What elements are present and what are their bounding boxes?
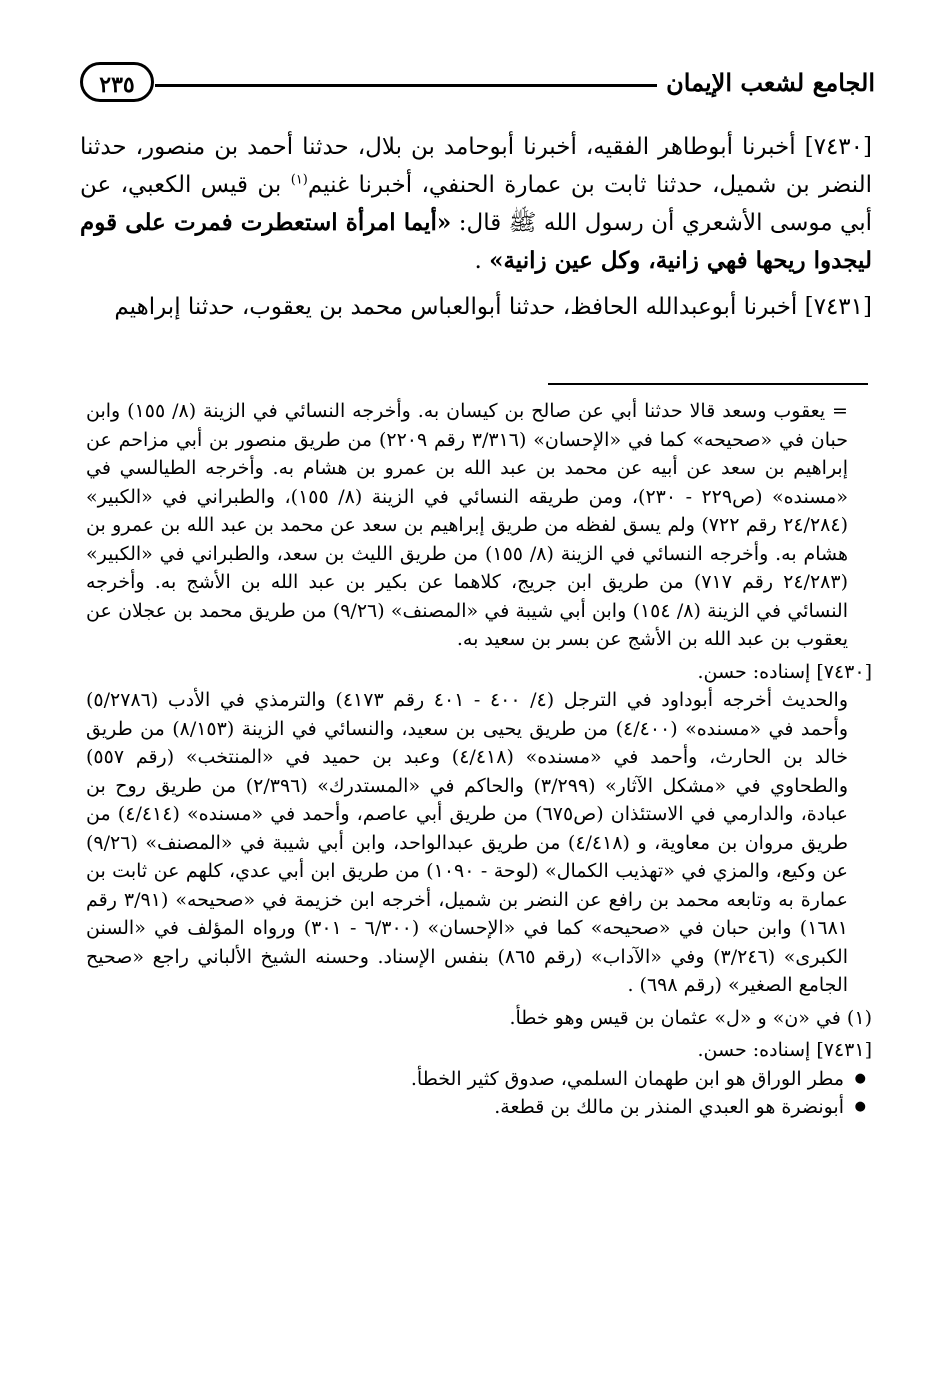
- entry-7430-end: .: [474, 248, 490, 274]
- footnotes: [86, 397, 872, 1122]
- entry-7430-chain-cont: بن قيس الكعبي، عن أبي موسى الأشعري أن رسول الله ﷺ قال:: [80, 172, 872, 236]
- footnote-1: (١) في «ن» و «ل» عثمان بن قيس وهو خطأ.: [509, 1006, 872, 1029]
- note-isnad-7431: [٧٤٣١] إسناده: حسن.: [697, 1039, 872, 1061]
- footnote-separator: [548, 383, 868, 385]
- hadith-entry-7430: [80, 128, 872, 280]
- hadith-entry-7431: [٧٤٣١] أخبرنا أبوعبدالله الحافظ، حدثنا أبوالعباس محمد بن يعقوب، حدثنا إبراهيم: [114, 294, 872, 320]
- main-text: [80, 128, 872, 326]
- note-isnad-7430: [٧٤٣٠] إسناده: حسن.: [697, 660, 872, 683]
- page-header: [70, 60, 875, 110]
- list-item: ● أبونضرة هو العبدي المنذر بن مالك بن قطعة.: [86, 1093, 844, 1122]
- footnote-marker: (١): [290, 172, 308, 188]
- page-number-badge: [80, 62, 154, 102]
- entry-7430-chain: [٧٤٣٠] أخبرنا أبوطاهر الفقيه، أخبرنا أبوحامد بن بلال، حدثنا أحمد بن منصور، حدثنا النضر بن شميل، حدثنا ثابت بن عمارة الحنفي، أخبرنا غنيم: [80, 134, 872, 198]
- header-rule: [155, 84, 657, 87]
- note-continuation: = يعقوب وسعد قالا حدثنا أبي عن صالح بن كيسان به. وأخرجه النسائي في الزينة (٨/ ١٥٥) وابن حبان في «صحيحه» كما في «الإحسان» (٣/٣١٦ رقم ٢٢٠٩) من طريق منصور بن أبي مزاحم عن إبراهيم بن سعد عن أبيه عن محمد بن عبد الله بن عمرو بن هشام به. وأخرجه الطيالسي في «مسنده» (ص٢٢٩ - ٢٣٠)، ومن طريقه النسائي في الزينة (٨/ ١٥٥)، والطبراني في «الكبير» (٢٤/٢٨٤ رقم ٧٢٢) ولم يسق لفظه من طريق إبراهيم بن سعد عن محمد بن عبد الله بن عمرو بن هشام به. وأخرجه النسائي في الزينة (٨/ ١٥٥) من طريق الليث بن سعد، والطبراني في «الكبير» (٢٤/٢٨٣ رقم ٧١٧) من طريق ابن جريج، كلاهما عن بكير بن عبد الله بن الأشج به. وأخرجه النسائي في الزينة (٨/ ١٥٤) وابن أبي شيبة في «المصنف» (٩/٢٦) من طريق محمد بن عجلان عن يعقوب بن عبد الله بن الأشج عن بسر بن سعيد به.: [86, 400, 848, 650]
- page-number: ٢٣٥: [99, 72, 135, 98]
- list-item: ● مطر الوراق هو ابن طهمان السلمي، صدوق كثير الخطأ.: [86, 1065, 844, 1094]
- hadith-matn: «أيما امرأة استعطرت فمرت على قوم ليجدوا ريحها فهي زانية، وكل عين زانية»: [80, 209, 872, 274]
- note-takhrij-7430: والحديث أخرجه أبوداود في الترجل (٤/ ٤٠٠ - ٤٠١ رقم ٤١٧٣) والترمذي في الأدب (٥/٢٧٨٦) وأحمد في «مسنده» (٤/٤٠٠) من طريق يحيى بن سعيد، والنسائي في الزينة (٨/١٥٣) من طريق خالد بن الحارث، وأحمد في «مسنده» (٤/٤١٨) وعبد بن حميد في «المنتخب» (رقم ٥٥٧) والطحاوي في «مشكل الآثار» (٣/٢٩٩) والحاكم في «المستدرك» (٢/٣٩٦) من طريق روح بن عبادة، والدارمي في الاستئذان (ص٦٧٥) من طريق أبي عاصم، وأحمد في «مسنده» (٤/٤١٤) من طريق مروان بن معاوية، و (٤/٤١٨) من طريق عبدالواحد، وابن أبي شيبة في «المصنف» (٩/٢٦) عن وكيع، والمزي في «تهذيب الكمال» (لوحة - ١٠٩٠) من طريق ابن أبي عدي، كلهم عن ثابت بن عمارة به وتابعه محمد بن رافع عن النضر بن شميل، أخرجه ابن خزيمة في «صحيحه» (٣/٩١ رقم ١٦٨١) وابن حبان في «صحيحه» كما في «الإحسان» (٦/٣٠٠ - ٣٠١) ورواه المؤلف في «السنن الكبرى» (٣/٢٤٦) وفي «الآداب» (رقم ٨٦٥) بنفس الإسناد. وحسنه الشيخ الألباني راجع «صحيح الجامع الصغير» (رقم ٦٩٨) .: [86, 689, 849, 996]
- book-title: الجامع لشعب الإيمان: [666, 68, 875, 97]
- narrator-notes: [86, 1065, 872, 1122]
